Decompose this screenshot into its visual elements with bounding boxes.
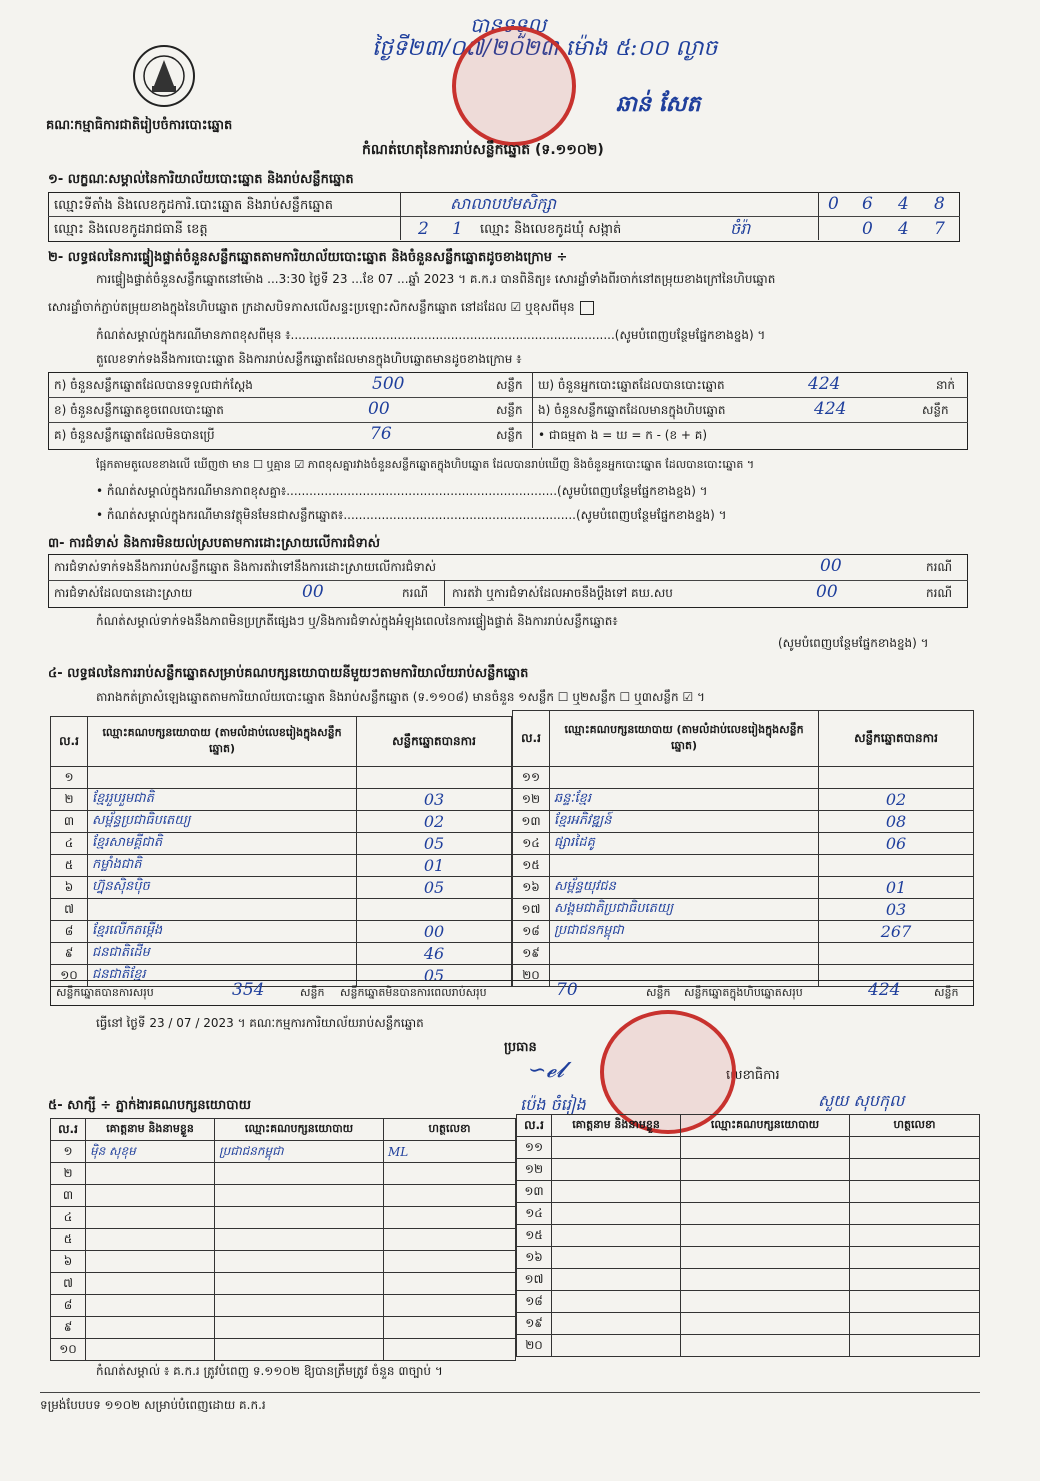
result-no: ២០	[513, 965, 550, 987]
result-no: ១១	[513, 767, 550, 789]
total-box-unit: សន្លឹក	[934, 986, 959, 999]
section4-title: ៤- លទ្ធផលនៃការរាប់សន្លឹកឆ្នោតសម្រាប់គណបក្សនយោបាយនីមួយៗតាមការិយាល័យរាប់សន្លឹកឆ្នោត	[48, 666, 529, 681]
witness-row	[51, 1207, 516, 1229]
col-votes-right: សន្លឹកឆ្នោតបានការ	[819, 711, 974, 767]
province-code-d2: 1	[452, 219, 463, 239]
result-party: សម្ព័ន្ធយុវជន	[550, 877, 819, 899]
witness-no: ១០	[51, 1339, 86, 1361]
section1-code-d4: 8	[934, 194, 945, 214]
result-votes: 267	[819, 921, 974, 943]
section3-title: ៣- ការជំទាស់ និងការមិនយល់ស្របតាមការដោះស្រាយលើការជំទាស់	[48, 536, 380, 551]
section2-line4: តួលេខទាក់ទងនឹងការបោះឆ្នោត និងការរាប់សន្លឹកឆ្នោតដែលមានក្នុងហិបឆ្នោតមានដូចខាងក្រោម ៖	[96, 352, 522, 366]
section2-line5: ផ្អែកតាមតួលេខខាងលើ ឃើញថា មាន ☐ ឬគ្មាន ☑ ភាពខុសគ្នារវាងចំនួនសន្លឹកឆ្នោតក្នុងហិបឆ្នោត ដែលបានរាប់ឃើញ និងចំនួនអ្នកបោះឆ្នោត ដែលបានបោះឆ្នោត ។	[96, 458, 755, 471]
result-no: ១៦	[513, 877, 550, 899]
result-votes: 01	[357, 855, 512, 877]
result-party: សង្គមជាតិប្រជាធិបតេយ្យ	[550, 899, 819, 921]
witness-signature	[384, 1207, 516, 1229]
witness-signature	[384, 1339, 516, 1361]
witness-signature	[384, 1251, 516, 1273]
witness-no: ៤	[51, 1207, 86, 1229]
witness-no: ៥	[51, 1229, 86, 1251]
section1-title: ១- លក្ខណៈសម្គាល់នៃការិយាល័យបោះឆ្នោត និងរាប់សន្លឹកឆ្នោត	[48, 172, 354, 187]
witness-name	[552, 1335, 681, 1357]
col-party-right: ឈ្មោះគណបក្សនយោបាយ (តាមលំដាប់លេខរៀងក្នុងសន្លឹកឆ្នោត)	[550, 711, 819, 767]
result-row	[513, 943, 974, 965]
w-col-no: ល.រ	[51, 1119, 86, 1141]
witness-name	[86, 1207, 215, 1229]
objection-row2-value2: 00	[816, 582, 838, 602]
witness-row	[51, 1185, 516, 1207]
form-title: កំណត់ហេតុនៃការរាប់សន្លឹកឆ្នោត (ទ.១១០២)	[362, 142, 604, 158]
witness-signature	[850, 1247, 980, 1269]
witness-row	[51, 1317, 516, 1339]
result-row	[51, 767, 512, 789]
province-code-d1: 2	[418, 219, 429, 239]
count-row-c-unit: សន្លឹក	[496, 428, 523, 442]
witness-party	[215, 1273, 384, 1295]
witness-signature	[850, 1335, 980, 1357]
result-party: ផ្សារដៃគូ	[550, 833, 819, 855]
witness-name	[86, 1229, 215, 1251]
witness-party	[681, 1335, 850, 1357]
witness-row	[51, 1295, 516, 1317]
section2-line6: • កំណត់សម្គាល់ក្នុងករណីមានភាពខុសគ្នា៖.......................................................................(សូមបំពេញបន្ថែមផ្នែកខាងខ្នង) ។	[96, 484, 708, 498]
witness-row	[51, 1273, 516, 1295]
result-no: ១	[51, 767, 88, 789]
official-stamp-top-icon	[452, 26, 576, 146]
witness-name	[552, 1203, 681, 1225]
objection-row1-unit: ករណី	[926, 560, 953, 574]
result-party	[550, 943, 819, 965]
result-row	[51, 921, 512, 943]
witness-no: ១៨	[517, 1291, 552, 1313]
col-votes: សន្លឹកឆ្នោតបានការ	[357, 717, 512, 767]
witness-signature	[850, 1225, 980, 1247]
witness-row	[517, 1181, 980, 1203]
witness-signature	[850, 1291, 980, 1313]
witness-name	[552, 1225, 681, 1247]
result-party	[88, 767, 357, 789]
result-votes	[819, 855, 974, 877]
witness-no: ១៥	[517, 1225, 552, 1247]
result-votes: 05	[357, 965, 512, 987]
result-party	[550, 855, 819, 877]
witness-row	[517, 1137, 980, 1159]
w-col-party-right: ឈ្មោះគណបក្សនយោបាយ	[681, 1115, 850, 1137]
witness-name	[86, 1163, 215, 1185]
total-valid-label: សន្លឹកឆ្នោតបានការសរុប	[56, 986, 154, 999]
result-party	[550, 767, 819, 789]
witness-party	[215, 1207, 384, 1229]
section1-code-d1: 0	[828, 194, 839, 214]
witness-no: ៧	[51, 1273, 86, 1295]
total-box-value: 424	[868, 980, 901, 1000]
result-party: ប្រជាជនកម្ពុជា	[550, 921, 819, 943]
result-votes: 05	[357, 833, 512, 855]
result-votes	[819, 767, 974, 789]
result-row	[513, 767, 974, 789]
witness-no: ២០	[517, 1335, 552, 1357]
result-party: កម្លាំងជាតិ	[88, 855, 357, 877]
result-party: ខ្មែរអភិវឌ្ឍន៍	[550, 811, 819, 833]
result-votes: 02	[819, 789, 974, 811]
w-col-party: ឈ្មោះគណបក្សនយោបាយ	[215, 1119, 384, 1141]
result-row	[513, 833, 974, 855]
result-no: ១៣	[513, 811, 550, 833]
witness-name	[552, 1159, 681, 1181]
witness-no: ១១	[517, 1137, 552, 1159]
section2-line2	[48, 300, 596, 315]
result-party: ហ្វ៊ុនស៊ិនប៉ិច	[88, 877, 357, 899]
witness-row	[517, 1159, 980, 1181]
receiver-name: ឆាន់ សែត	[616, 91, 701, 117]
total-box-label: សន្លឹកឆ្នោតក្នុងហិបឆ្នោតសរុប	[684, 986, 803, 999]
witness-row	[517, 1335, 980, 1357]
witness-row	[517, 1203, 980, 1225]
witness-signature	[384, 1273, 516, 1295]
witness-party	[215, 1339, 384, 1361]
witness-signature	[384, 1185, 516, 1207]
witness-no: ១៤	[517, 1203, 552, 1225]
witness-row	[51, 1339, 516, 1361]
section2-line2-text: សោរដ្ឋាំចាក់ភ្ជាប់តម្រុយខាងក្នុងនៃហិបឆ្នោត ក្រដាសបិទភាសលើសន្ទះប្រឡោះសិកសន្លឹកឆ្នោត នៅដដែល	[48, 300, 507, 314]
result-votes: 06	[819, 833, 974, 855]
date-line: ធ្វើនៅ ថ្ងៃទី 23 / 07 / 2023 ។ គណៈកម្មការការិយាល័យរាប់សន្លឹកឆ្នោត	[96, 1016, 424, 1030]
total-invalid-label: សន្លឹកឆ្នោតមិនបានការពេលរាប់សរុប	[340, 986, 487, 999]
result-no: ១២	[513, 789, 550, 811]
count-formula: • ជាធម្មតា ង = ឃ = ក - (ខ + គ)	[538, 428, 708, 442]
count-row-b-label: ខ) ចំនួនសន្លឹកឆ្នោតខូចពេលបោះឆ្នោត	[54, 403, 224, 417]
result-row	[51, 855, 512, 877]
result-votes: 03	[819, 899, 974, 921]
witness-no: ១៦	[517, 1247, 552, 1269]
commune-name: ចំរ៉ា	[730, 219, 751, 238]
result-row	[513, 899, 974, 921]
witness-name	[552, 1247, 681, 1269]
commune-code-d3: 7	[934, 219, 945, 239]
result-row	[513, 855, 974, 877]
seal-changed-checkbox[interactable]	[580, 301, 594, 315]
result-no: ១៨	[513, 921, 550, 943]
witness-row	[517, 1247, 980, 1269]
witness-party	[681, 1137, 850, 1159]
witness-signature	[850, 1181, 980, 1203]
count-row-c-label: គ) ចំនួនសន្លឹកឆ្នោតដែលមិនបានប្រើ	[54, 428, 215, 442]
witness-party	[681, 1269, 850, 1291]
witness-table-left	[50, 1118, 516, 1361]
section5-title: ៥- សាក្សី ÷ ភ្នាក់ងារគណបក្សនយោបាយ	[48, 1098, 251, 1113]
witness-signature	[850, 1269, 980, 1291]
section1-code-d2: 6	[862, 194, 873, 214]
result-no: ១៥	[513, 855, 550, 877]
result-row	[51, 789, 512, 811]
witness-no: ៦	[51, 1251, 86, 1273]
count-row-a-unit: សន្លឹក	[496, 378, 523, 392]
result-party: ខ្មែរលើកតម្កើង	[88, 921, 357, 943]
total-valid-unit: សន្លឹក	[300, 986, 325, 999]
witness-row	[51, 1163, 516, 1185]
result-row	[51, 811, 512, 833]
result-party: ជនជាតិដើម	[88, 943, 357, 965]
witness-party: ប្រជាជនកម្ពុជា	[215, 1141, 384, 1163]
witness-no: ៩	[51, 1317, 86, 1339]
secretary-label: លេខាធិការ	[726, 1068, 780, 1083]
result-no: ៣	[51, 811, 88, 833]
result-party: សម្ព័ន្ធប្រជាធិបតេយ្យ	[88, 811, 357, 833]
result-row	[51, 899, 512, 921]
result-no: ៦	[51, 877, 88, 899]
objection-row1-value: 00	[820, 556, 842, 576]
witness-no: ១២	[517, 1159, 552, 1181]
witness-no: ១៣	[517, 1181, 552, 1203]
section1-row2-label2: ឈ្មោះ និងលេខកូដឃុំ សង្កាត់	[480, 222, 622, 237]
count-row-c-value: 76	[370, 424, 392, 444]
witness-no: ២	[51, 1163, 86, 1185]
results-table-left	[50, 716, 512, 987]
witness-party	[215, 1295, 384, 1317]
witness-no: ១	[51, 1141, 86, 1163]
witness-row	[51, 1251, 516, 1273]
witness-no: ៣	[51, 1185, 86, 1207]
results-table-right	[512, 710, 974, 987]
section3-note2: (សូមបំពេញបន្ថែមផ្នែកខាងខ្នង) ។	[778, 636, 929, 650]
count-row-a-label: ក) ចំនួនសន្លឹកឆ្នោតដែលបានទទួលជាក់ស្តែង	[54, 378, 253, 392]
result-votes: 02	[357, 811, 512, 833]
result-row	[513, 789, 974, 811]
witness-row	[51, 1141, 516, 1163]
section2-line1: ការផ្ទៀងផ្ទាត់ចំនួនសន្លឹកឆ្នោតនៅម៉ោង ...3:30 ថ្ងៃទី 23 ...ខែ 07 ...ឆ្នាំ 2023 ។ គ.ក.រ បានពិនិត្យ៖ សោរដ្ឋាំទាំងពីរចាក់នៅតម្រុយខាងក្រៅនៃហិបឆ្នោត	[96, 272, 776, 286]
result-party: ខ្មែររួបរួមជាតិ	[88, 789, 357, 811]
witness-signature: ML	[384, 1141, 516, 1163]
footer-bottom: ទម្រង់បែបបទ ១១០២ សម្រាប់បំពេញដោយ គ.ក.រ	[40, 1398, 266, 1412]
witness-party	[681, 1225, 850, 1247]
witness-signature	[850, 1137, 980, 1159]
witness-name	[552, 1291, 681, 1313]
seal-changed-label: ឬខុសពីមុន	[525, 300, 575, 314]
receipt-datetime: ថ្ងៃទី២៣/០៧/២០២៣ ម៉ោង ៥:០០ ល្ងាច	[372, 36, 718, 61]
total-invalid-value: 70	[556, 980, 578, 1000]
result-no: ៩	[51, 943, 88, 965]
objection-row2-value: 00	[302, 582, 324, 602]
witness-row	[51, 1229, 516, 1251]
witness-name	[86, 1339, 215, 1361]
witness-name	[86, 1317, 215, 1339]
w-col-name-right: គោត្តនាម និងនាមខ្លួន	[552, 1115, 681, 1137]
witness-party	[681, 1181, 850, 1203]
witness-signature	[384, 1317, 516, 1339]
result-votes: 08	[819, 811, 974, 833]
witness-name	[86, 1185, 215, 1207]
result-no: ៤	[51, 833, 88, 855]
witness-party	[681, 1313, 850, 1335]
result-votes: 46	[357, 943, 512, 965]
count-row-e-label: ង) ចំនួនសន្លឹកឆ្នោតដែលមានក្នុងហិបឆ្នោត	[538, 403, 726, 417]
count-row-d-label: ឃ) ចំនួនអ្នកបោះឆ្នោតដែលបានបោះឆ្នោត	[538, 378, 725, 392]
witness-row	[517, 1269, 980, 1291]
w-col-sign: ហត្ថលេខា	[384, 1119, 516, 1141]
witness-row	[517, 1225, 980, 1247]
witness-party	[215, 1317, 384, 1339]
count-row-d-unit: នាក់	[936, 378, 956, 392]
result-votes	[819, 943, 974, 965]
result-no: ២	[51, 789, 88, 811]
result-votes	[357, 899, 512, 921]
seal-intact-checkbox[interactable]: ☑	[510, 300, 522, 314]
objection-row1-label: ការជំទាស់ទាក់ទងនឹងការរាប់សន្លឹកឆ្នោត និងការតវ៉ាទៅនឹងការដោះស្រាយលើការជំទាស់	[54, 560, 437, 574]
witness-no: ៨	[51, 1295, 86, 1317]
witness-signature	[384, 1295, 516, 1317]
witness-signature	[850, 1159, 980, 1181]
result-row	[513, 921, 974, 943]
president-signature: ∽𝓮𝓵	[528, 1058, 565, 1083]
section2-line3: កំណត់សម្គាល់ក្នុងករណីមានភាពខុសពីមុន ៖.....................................................................................(សូមបំពេញបន្ថែមផ្នែកខាងខ្នង) ។	[96, 328, 766, 342]
witness-name	[552, 1313, 681, 1335]
witness-name	[552, 1269, 681, 1291]
total-invalid-unit: សន្លឹក	[646, 986, 671, 999]
result-no: ៨	[51, 921, 88, 943]
result-party: ជនជាតិខ្មែរ	[88, 965, 357, 987]
result-votes: 05	[357, 877, 512, 899]
section1-row1-label: ឈ្មោះទីតាំង និងលេខកូដការិ.បោះឆ្នោត និងរាប់សន្លឹកឆ្នោត	[54, 198, 333, 213]
witness-name: ម៉ិន សុខុម	[86, 1141, 215, 1163]
result-no: ១៧	[513, 899, 550, 921]
secretary-name: សួយ សុបកុល	[818, 1091, 905, 1110]
witness-party	[215, 1185, 384, 1207]
result-no: ១០	[51, 965, 88, 987]
w-col-no-right: ល.រ	[517, 1115, 552, 1137]
footer-note: កំណត់សម្គាល់ ៖ គ.ក.រ ត្រូវបំពេញ ទ.១១០២ ឱ្យបានត្រឹមត្រូវ ចំនួន ៣ច្បាប់ ។	[96, 1364, 443, 1378]
received-note: បានទទួល	[470, 13, 547, 37]
witness-table-right	[516, 1114, 980, 1357]
count-row-e-unit: សន្លឹក	[922, 403, 949, 417]
count-row-b-unit: សន្លឹក	[496, 403, 523, 417]
section2-title: ២- លទ្ធផលនៃការផ្ទៀងផ្ទាត់ចំនួនសន្លឹកឆ្នោតតាមការិយាល័យបោះឆ្នោត និងចំនួនសន្លឹកឆ្នោតដូចខាងក្រោម ÷	[48, 250, 568, 265]
result-no: ៥	[51, 855, 88, 877]
section1-code-d3: 4	[898, 194, 909, 214]
col-no: ល.រ	[51, 717, 88, 767]
count-row-e-value: 424	[814, 399, 847, 419]
result-row	[51, 943, 512, 965]
org-name: គណៈកម្មាធិការជាតិរៀបចំការបោះឆ្នោត	[46, 118, 233, 133]
w-col-name: គោត្តនាម និងនាមខ្លួន	[86, 1119, 215, 1141]
result-votes: 03	[357, 789, 512, 811]
result-votes: 01	[819, 877, 974, 899]
totals-row	[50, 980, 974, 1006]
w-col-sign-right: ហត្ថលេខា	[850, 1115, 980, 1137]
president-name: ប៉េង ចំរៀង	[520, 1095, 586, 1114]
result-votes: 00	[357, 921, 512, 943]
nec-emblem-icon	[130, 42, 198, 110]
commune-code-d1: 0	[862, 219, 873, 239]
commune-code-d2: 4	[898, 219, 909, 239]
col-no-right: ល.រ	[513, 711, 550, 767]
count-row-b-value: 00	[368, 399, 390, 419]
total-valid-value: 354	[232, 980, 265, 1000]
objection-row2-unit: ករណី	[402, 586, 429, 600]
witness-signature	[384, 1163, 516, 1185]
witness-name	[86, 1273, 215, 1295]
witness-party	[681, 1159, 850, 1181]
witness-name	[552, 1181, 681, 1203]
objection-row2-unit2: ករណី	[926, 586, 953, 600]
witness-party	[681, 1291, 850, 1313]
witness-name	[552, 1137, 681, 1159]
witness-signature	[850, 1203, 980, 1225]
result-no: ៧	[51, 899, 88, 921]
section4-sub: តារាងកត់ត្រាសំឡេងឆ្នោតតាមការិយាល័យបោះឆ្នោត និងរាប់សន្លឹកឆ្នោត (ទ.១១០៨) មានចំនួន ១សន្លឹក ☐ ឬ២សន្លឹក ☐ ឬ៣សន្លឹក ☑ ។	[96, 690, 705, 704]
result-no: ១៩	[513, 943, 550, 965]
witness-party	[215, 1163, 384, 1185]
result-party: ឆន្ទៈខ្មែរ	[550, 789, 819, 811]
result-row	[51, 877, 512, 899]
result-party: ខ្មែរសាមគ្គីជាតិ	[88, 833, 357, 855]
result-row	[51, 833, 512, 855]
result-party	[88, 899, 357, 921]
count-row-d-value: 424	[808, 374, 841, 394]
result-no: ១៤	[513, 833, 550, 855]
witness-party	[681, 1203, 850, 1225]
witness-row	[517, 1313, 980, 1335]
witness-signature	[384, 1229, 516, 1251]
witness-no: ១៩	[517, 1313, 552, 1335]
objection-row2-label: ការជំទាស់ដែលបានដោះស្រាយ	[54, 586, 193, 600]
witness-party	[215, 1229, 384, 1251]
result-votes	[357, 767, 512, 789]
witness-name	[86, 1251, 215, 1273]
section2-line7: • កំណត់សម្គាល់ក្នុងករណីមានវត្ថុមិនមែនជាសន្លឹកឆ្នោត៖.............................................................(សូមបំពេញបន្ថែមផ្នែកខាងខ្នង) ។	[96, 508, 727, 522]
witness-signature	[850, 1313, 980, 1335]
president-label: ប្រធាន	[504, 1040, 537, 1055]
witness-name	[86, 1295, 215, 1317]
section1-row2-label: ឈ្មោះ និងលេខកូដរាជធានី ខេត្ត	[54, 222, 208, 237]
witness-row	[517, 1291, 980, 1313]
col-party: ឈ្មោះគណបក្សនយោបាយ (តាមលំដាប់លេខរៀងក្នុងសន្លឹកឆ្នោត)	[88, 717, 357, 767]
result-row	[513, 877, 974, 899]
objection-row2-label2: ការតវ៉ា ឬការជំទាស់ដែលអាចនឹងប្តឹងទៅ គឃ.សប	[452, 586, 673, 600]
section1-row1-value: សាលាបឋមសិក្សា	[450, 194, 557, 213]
witness-no: ១៧	[517, 1269, 552, 1291]
witness-party	[215, 1251, 384, 1273]
result-row	[513, 811, 974, 833]
section3-note: កំណត់សម្គាល់ទាក់ទងនឹងភាពមិនប្រក្រតីផ្សេងៗ ឬ/និងការជំទាស់ក្នុងអំឡុងពេលនៃការផ្ទៀងផ្ទាត់ និងការរាប់សន្លឹកឆ្នោត៖	[96, 614, 618, 628]
witness-party	[681, 1247, 850, 1269]
count-row-a-value: 500	[372, 374, 405, 394]
